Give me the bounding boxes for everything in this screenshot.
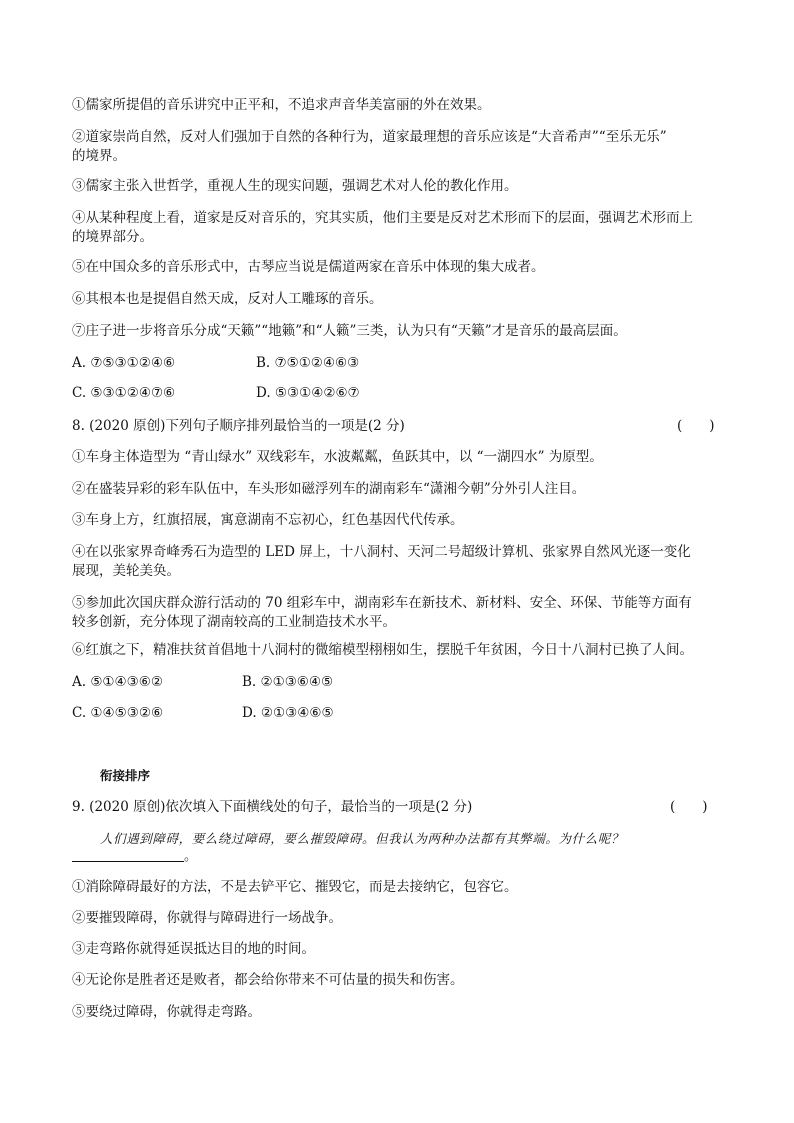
q7-item-2 xyxy=(72,128,722,166)
q7-item-4 xyxy=(72,209,722,247)
q8-option-d[interactable]: D. ②①③④⑥⑤ xyxy=(242,705,334,721)
q8-item-4-line-1: ④在以张家界奇峰秀石为造型的 LED 屏上，十八洞村、天河二号超级计算机、张家界自然风光逐一变化 xyxy=(72,544,691,560)
q9-item-4: ④无论你是胜者还是败者，都会给你带来不可估量的损失和伤害。 xyxy=(72,972,464,988)
q9-blank-period: 。 xyxy=(184,849,198,864)
q9-item-2: ②要摧毁障碍，你就得与障碍进行一场战争。 xyxy=(72,910,342,926)
q7-option-b[interactable]: B. ⑦⑤①②④⑥③ xyxy=(256,355,360,371)
q9-answer-paren[interactable]: ( ) xyxy=(670,799,708,815)
q7-option-a[interactable]: A. ⑦⑤③①②④⑥ xyxy=(72,355,176,371)
q7-option-d[interactable]: D. ⑤③①④②⑥⑦ xyxy=(256,385,360,401)
q7-item-5: ⑤在中国众多的音乐形式中，古琴应当说是儒道两家在音乐中体现的集大成者。 xyxy=(72,259,545,275)
q9-stem: 9. (2020 原创)依次填入下面横线处的句子，最恰当的一项是(2 分) xyxy=(72,799,473,815)
section-heading: 衔接排序 xyxy=(100,768,151,783)
q8-item-2: ②在盛装异彩的彩车队伍中，车头形如磁浮列车的湖南彩车“潇湘今朝”分外引人注目。 xyxy=(72,481,586,497)
q8-item-3: ③车身上方，红旗招展，寓意湖南不忘初心，红色基因代代传承。 xyxy=(72,512,464,528)
q7-item-3: ③儒家主张入世哲学，重视人生的现实问题，强调艺术对人伦的教化作用。 xyxy=(72,178,518,194)
q8-item-1: ①车身主体造型为 “青山绿水” 双线彩车，水波粼粼，鱼跃其中，以 “一湖四水” 为原型。 xyxy=(72,449,603,465)
q9-item-5: ⑤要绕过障碍，你就得走弯路。 xyxy=(72,1004,261,1020)
q8-option-b[interactable]: B. ②①③⑥④⑤ xyxy=(242,674,334,690)
q8-item-5 xyxy=(72,594,722,632)
q8-answer-paren[interactable]: ( ) xyxy=(677,418,715,434)
q7-item-6: ⑥其根本也是提倡自然天成，反对人工雕琢的音乐。 xyxy=(72,291,383,307)
q8-item-5-line-1: ⑤参加此次国庆群众游行活动的 70 组彩车中，湖南彩车在新技术、新材料、安全、环保、节能等方面有 xyxy=(72,595,692,611)
q9-passage: 人们遇到障碍，要么绕过障碍，要么摧毁障碍。但我认为两种办法都有其弊端。为什么呢？ xyxy=(100,831,625,846)
q9-item-1: ①消除障碍最好的方法，不是去铲平它、摧毁它，而是去接纳它，包容它。 xyxy=(72,879,518,895)
q8-stem: 8. (2020 原创)下列句子顺序排列最恰当的一项是(2 分) xyxy=(72,418,405,434)
q7-item-4-line-1: ④从某种程度上看，道家是反对音乐的，究其实质，他们主要是反对艺术形而下的层面，强调艺术形而上 xyxy=(72,210,693,226)
q7-item-7: ⑦庄子进一步将音乐分成“天籁”“地籁”和“人籁”三类，认为只有“天籁”才是音乐的最高层面。 xyxy=(72,323,627,339)
q7-item-4-line-2: 的境界部分。 xyxy=(72,229,153,245)
q7-item-1: ①儒家所提倡的音乐讲究中正平和，不追求声音华美富丽的外在效果。 xyxy=(72,97,491,113)
q7-item-2-line-1: ②道家崇尚自然，反对人们强加于自然的各种行为，道家最理想的音乐应该是“大音希声”“至乐无乐” xyxy=(72,129,667,145)
q9-fill-blank[interactable] xyxy=(72,861,184,862)
q8-item-6: ⑥红旗之下，精准扶贫首倡地十八洞村的微缩模型栩栩如生，摆脱千年贫困，今日十八洞村已换了人间。 xyxy=(72,642,693,658)
q7-item-2-line-2: 的境界。 xyxy=(72,148,126,164)
q9-item-3: ③走弯路你就得延误抵达目的地的时间。 xyxy=(72,941,315,957)
q8-item-4-line-2: 展现，美轮美奂。 xyxy=(72,563,180,579)
q8-option-c[interactable]: C. ①④⑤③②⑥ xyxy=(72,705,164,721)
q8-item-5-line-2: 较多创新，充分体现了湖南较高的工业制造技术水平。 xyxy=(72,614,396,630)
q7-option-c[interactable]: C. ⑤③①②④⑦⑥ xyxy=(72,385,176,401)
q8-item-4 xyxy=(72,543,722,581)
q8-option-a[interactable]: A. ⑤①④③⑥② xyxy=(72,674,163,690)
